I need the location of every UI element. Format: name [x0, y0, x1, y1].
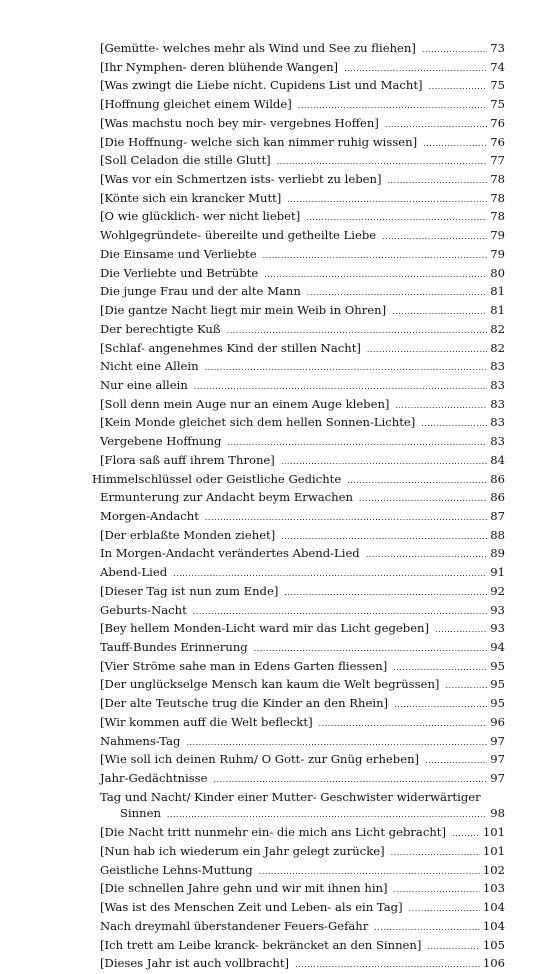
toc-entry-title: [Vier Ströme sahe man in Edens Garten fliessen]: [100, 658, 388, 673]
toc-entry-page: 81: [490, 303, 505, 318]
dot-leader: [393, 660, 487, 677]
toc-entry-page: 86: [490, 471, 505, 486]
toc-entry: [100, 658, 505, 677]
dot-leader: [186, 735, 487, 752]
toc-entry-title: Die junge Frau und der alte Mann: [100, 284, 301, 299]
toc-entry-page: 84: [490, 452, 505, 467]
toc-entry: [100, 602, 505, 621]
toc-entry-page: 93: [490, 621, 505, 636]
toc-entry-page: 78: [490, 190, 505, 205]
dot-leader: [205, 510, 487, 527]
toc-entry: [100, 321, 505, 340]
toc-entry-title: [Bey hellem Monden-Licht ward mir das Licht gegeben]: [100, 621, 430, 636]
toc-entry-title: [Die gantze Nacht liegt mir mein Weib in Ohren]: [100, 303, 387, 318]
toc-entry-page: 75: [490, 78, 505, 93]
dot-leader: [259, 864, 480, 881]
toc-entry: [100, 843, 505, 862]
toc-entry: [100, 676, 505, 695]
toc-entry-page: 78: [490, 209, 505, 224]
dot-leader: [425, 753, 487, 770]
dot-leader: [392, 304, 487, 321]
dot-leader: [366, 547, 488, 564]
dot-leader: [264, 267, 487, 284]
toc-entry: [100, 134, 505, 153]
toc-entry-title: [Nun hab ich wiederum ein Jahr gelegt zurücke]: [100, 843, 385, 858]
toc-entry-title: [Dieser Tag ist nun zum Ende]: [100, 583, 279, 598]
dot-leader: [374, 920, 480, 937]
toc-entry: [100, 527, 505, 546]
toc-entry-title: [Der alte Teutsche trug die Kinder an den Rhein]: [100, 696, 389, 711]
toc-entry: [100, 265, 505, 284]
toc-entry-title: Jahr-Gedächtnisse: [100, 771, 208, 786]
toc-entry-page: 95: [490, 658, 505, 673]
toc-entry-page: 83: [490, 377, 505, 392]
toc-entry: [100, 880, 505, 899]
toc-entry-page: 86: [490, 490, 505, 505]
table-of-contents: [0, 40, 550, 974]
dot-leader: [227, 435, 487, 452]
dot-leader: [409, 901, 480, 918]
toc-entry-page: 77: [490, 153, 505, 168]
toc-entry-page: 82: [490, 321, 505, 336]
toc-entry-page: 78: [490, 172, 505, 187]
toc-entry-page: 105: [482, 937, 505, 952]
toc-entry-page: 103: [482, 881, 505, 896]
dot-leader: [205, 360, 488, 377]
toc-entry-title: [Dieses Jahr ist auch vollbracht]: [100, 956, 290, 971]
toc-entry-page: 75: [490, 97, 505, 112]
toc-entry: [100, 246, 505, 265]
toc-entry-page: 76: [490, 115, 505, 130]
toc-entry-page: 95: [490, 677, 505, 692]
toc-entry-page: 93: [490, 602, 505, 617]
toc-entry: [100, 377, 505, 396]
dot-leader: [435, 622, 487, 639]
dot-leader: [359, 491, 487, 508]
toc-entry-title: Vergebene Hoffnung: [100, 434, 222, 449]
toc-entry-title: Abend-Lied: [100, 565, 168, 580]
toc-entry-title: In Morgen-Andacht verändertes Abend-Lied: [100, 546, 360, 561]
toc-entry: [100, 695, 505, 714]
dot-leader: [445, 678, 487, 695]
toc-entry-title: Wohlgegründete- übereilte und getheilte Liebe: [100, 228, 377, 243]
dot-leader: [295, 957, 480, 974]
toc-entry-title: [Die Hoffnung- welche sich kan nimmer ruhig wissen]: [100, 134, 418, 149]
dot-leader: [193, 604, 487, 621]
toc-entry-title: Nach dreymahl überstandener Feuers-Gefahr: [100, 918, 369, 933]
dot-leader: [367, 342, 487, 359]
toc-entry: [100, 583, 505, 602]
toc-entry-title: [O wie glücklich- wer nicht liebet]: [100, 209, 301, 224]
toc-entry-title: [Ihr Nymphen- deren blühende Wangen]: [100, 59, 339, 74]
toc-entry-page: 88: [490, 527, 505, 542]
dot-leader: [306, 210, 487, 227]
toc-entry-page: 92: [490, 583, 505, 598]
toc-entry-page: 80: [490, 265, 505, 280]
toc-entry-title: Geburts-Nacht: [100, 602, 187, 617]
toc-entry-page: 97: [490, 771, 505, 786]
dot-leader: [388, 173, 488, 190]
dot-leader: [281, 529, 487, 546]
toc-entry: [100, 955, 505, 974]
dot-leader: [385, 117, 487, 134]
toc-entry-title: Ermunterung zur Andacht beym Erwachen: [100, 490, 353, 505]
toc-entry-page: 106: [482, 956, 505, 971]
toc-entry-title: [Der erblaßte Monden ziehet]: [100, 527, 276, 542]
dot-leader: [307, 285, 487, 302]
toc-entry: [100, 59, 505, 78]
dot-leader: [167, 807, 487, 824]
toc-entry-title: Nicht eine Allein: [100, 359, 199, 374]
toc-entry-title: Nahmens-Tag: [100, 733, 181, 748]
dot-leader: [173, 566, 487, 583]
toc-entry-page: 95: [490, 696, 505, 711]
toc-entry: [100, 824, 505, 843]
toc-entry-page: 73: [490, 41, 505, 55]
toc-entry-title: [Könte sich ein krancker Mutt]: [100, 190, 282, 205]
toc-entry-title: [Wir kommen auff die Welt befleckt]: [100, 714, 313, 729]
toc-entry: [100, 714, 505, 733]
dot-leader: [391, 845, 480, 862]
toc-entry: [100, 152, 505, 171]
toc-entry-page: 79: [490, 246, 505, 261]
toc-entry: [100, 283, 505, 302]
dot-leader: [394, 697, 487, 714]
dot-leader: [395, 398, 487, 415]
toc-entry: [100, 620, 505, 639]
dot-leader: [344, 61, 487, 78]
toc-entry-title: Die Einsame und Verliebte: [100, 246, 257, 261]
toc-entry: [100, 564, 505, 583]
dot-leader: [284, 585, 487, 602]
toc-entry: [100, 171, 505, 190]
dot-leader: [382, 229, 487, 246]
dot-leader: [214, 772, 488, 789]
toc-entry: [100, 115, 505, 134]
toc-entry: [100, 96, 505, 115]
toc-entry-title: [Schlaf- angenehmes Kind der stillen Nacht]: [100, 340, 361, 355]
toc-entry: [100, 208, 505, 227]
dot-leader: [423, 136, 487, 153]
dot-leader: [277, 154, 488, 171]
toc-entry-page: 101: [482, 825, 505, 840]
toc-entry: [100, 899, 505, 918]
toc-entry-title: [Flora saß auff ihrem Throne]: [100, 452, 275, 467]
toc-entry-title: [Der unglückselge Mensch kan kaum die Welt begrüssen]: [100, 677, 440, 692]
toc-entry: [100, 77, 505, 96]
toc-entry-title: Tag und Nacht/ Kinder einer Mutter- Geschwister widerwärtiger: [100, 789, 481, 804]
dot-leader: [429, 79, 488, 96]
dot-leader: [427, 939, 479, 956]
toc-entry-title: [Kein Monde gleichet sich dem hellen Sonnen-Lichte]: [100, 415, 416, 430]
toc-entry-title: [Soll denn mein Auge nur an einem Auge kleben]: [100, 396, 390, 411]
toc-entry-page: 98: [490, 806, 505, 821]
toc-entry-page: 74: [490, 59, 505, 74]
toc-entry-title: Der berechtigte Kuß: [100, 321, 221, 336]
toc-entry-page: 96: [490, 714, 505, 729]
dot-leader: [287, 192, 487, 209]
toc-entry-page: 79: [490, 228, 505, 243]
toc-entry-page: 97: [490, 752, 505, 767]
toc-entry-page: 104: [482, 918, 505, 933]
toc-entry: [100, 40, 505, 59]
toc-entry-title: [Hoffnung gleichet einem Wilde]: [100, 97, 292, 112]
toc-entry: [100, 639, 505, 658]
toc-entry-page: 89: [490, 546, 505, 561]
toc-entry-title: Die Verliebte und Betrübte: [100, 265, 259, 280]
dot-leader: [254, 641, 488, 658]
dot-leader: [421, 416, 487, 433]
toc-entry: [100, 937, 505, 956]
toc-entry-page: 76: [490, 134, 505, 149]
toc-entry-page: 94: [490, 640, 505, 654]
dot-leader: [263, 248, 488, 265]
toc-entry: [100, 733, 505, 752]
toc-entry: [100, 789, 505, 824]
toc-entry-title: [Die Nacht tritt nunmehr ein- die mich ans Licht gebracht]: [100, 825, 446, 840]
toc-entry-page: 97: [490, 733, 505, 748]
toc-entry-page: 87: [490, 508, 505, 523]
toc-entry-title: Tauff-Bundes Erinnerung: [100, 640, 248, 654]
toc-entry-title: [Was machstu noch bey mir- vergebnes Hoffen]: [100, 115, 379, 130]
toc-entry: [100, 545, 505, 564]
toc-entry: [100, 433, 505, 452]
toc-entry: [100, 358, 505, 377]
toc-entry: [100, 751, 505, 770]
toc-entry-page: 83: [490, 396, 505, 411]
toc-entry-title: Nur eine allein: [100, 377, 188, 392]
toc-entry-page: 102: [482, 862, 505, 877]
toc-section-entry: [92, 471, 505, 490]
toc-entry-title: [Die schnellen Jahre gehn und wir mit ihnen hin]: [100, 881, 388, 896]
toc-entry-page: 82: [490, 340, 505, 355]
dot-leader: [319, 716, 488, 733]
toc-entry: [100, 452, 505, 471]
toc-entry: [100, 489, 505, 508]
toc-entry-page: 83: [490, 359, 505, 374]
toc-entry: [100, 396, 505, 415]
toc-entry-title: Morgen-Andacht: [100, 508, 199, 523]
toc-entry-title: [Was zwingt die Liebe nicht. Cupidens List und Macht]: [100, 78, 423, 93]
toc-entry: [100, 414, 505, 433]
dot-leader: [281, 454, 487, 471]
dot-leader: [394, 882, 480, 899]
toc-entry-page: 101: [482, 843, 505, 858]
toc-entry-title: [Was vor ein Schmertzen ists- verliebt zu leben]: [100, 172, 382, 187]
dot-leader: [194, 379, 487, 396]
toc-entry-title: Geistliche Lehns-Muttung: [100, 862, 253, 877]
toc-entry-page: 104: [482, 900, 505, 915]
toc-entry: [100, 302, 505, 321]
toc-entry-title-continued: Sinnen: [120, 806, 161, 821]
toc-entry-page: 83: [490, 434, 505, 449]
dot-leader: [227, 323, 488, 340]
toc-entry-page: 91: [490, 565, 505, 580]
toc-entry-title: [Ich trett am Leibe kranck- bekräncket an den Sinnen]: [100, 937, 422, 952]
dot-leader: [452, 826, 480, 843]
toc-entry-page: 81: [490, 284, 505, 299]
toc-entry-title: [Soll Celadon die stille Glutt]: [100, 153, 271, 168]
toc-entry-title: [Wie soll ich deinen Ruhm/ O Gott- zur Gnüg erheben]: [100, 752, 420, 767]
dot-leader: [298, 98, 488, 115]
toc-entry: [100, 508, 505, 527]
toc-entry-title: [Gemütte- welches mehr als Wind und See zu fliehen]: [100, 41, 416, 55]
dot-leader: [422, 42, 487, 59]
toc-entry: [100, 918, 505, 937]
toc-entry-title: [Was ist des Menschen Zeit und Leben- als ein Tag]: [100, 900, 403, 915]
toc-entry: [100, 862, 505, 881]
dot-leader: [347, 473, 487, 490]
toc-entry-page: 83: [490, 415, 505, 430]
toc-entry: [100, 340, 505, 359]
toc-entry: [100, 770, 505, 789]
toc-entry: [100, 227, 505, 246]
toc-entry: [100, 190, 505, 209]
toc-entry-title: Himmelschlüssel oder Geistliche Gedichte: [92, 471, 342, 486]
